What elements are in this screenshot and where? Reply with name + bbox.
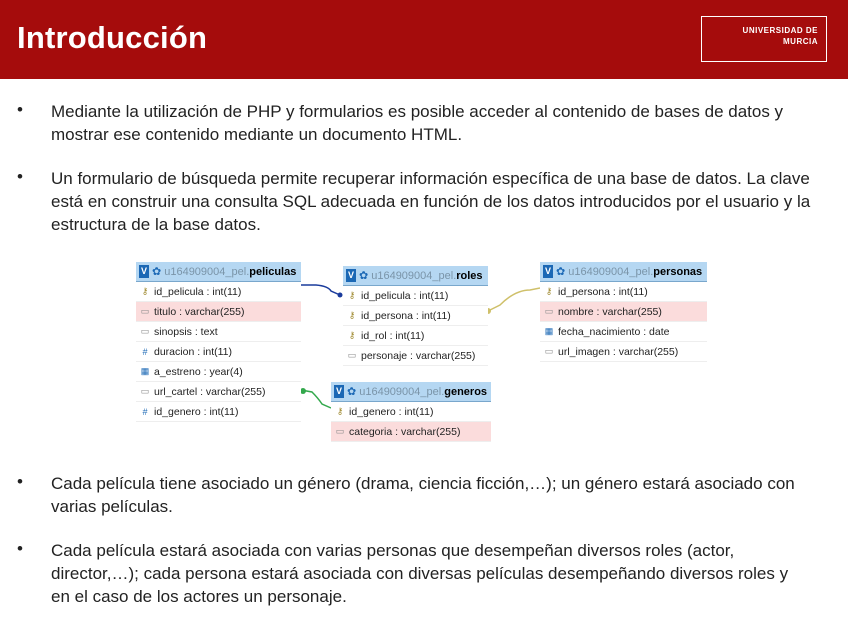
table-name: personas [653, 265, 703, 278]
table-header-personas[interactable] [540, 262, 707, 282]
text-icon: ▭ [140, 326, 150, 336]
gear-icon[interactable]: ✿ [556, 266, 566, 278]
paragraph-4: Cada película estará asociada con varias personas que desempeñan diversos roles (actor, director,…); cada persona estará asociada con diversas películas desempeñando diversos roles y en el caso de los actores un personaje. [51, 541, 789, 606]
date-icon: ▦ [140, 366, 150, 376]
text-icon: ▭ [544, 306, 554, 316]
column-label: id_genero : int(11) [154, 405, 239, 418]
table-generos[interactable] [331, 382, 491, 442]
key-icon: ⚷ [545, 286, 553, 296]
table-name: generos [444, 385, 488, 398]
table-personas[interactable] [540, 262, 707, 362]
column-row [343, 306, 488, 326]
number-icon: # [142, 406, 148, 417]
bullet-marker: • [17, 167, 23, 186]
column-row [540, 342, 707, 362]
bullet-marker: • [17, 539, 23, 558]
table-peliculas[interactable] [136, 262, 301, 422]
table-name: peliculas [249, 265, 297, 278]
column-label: id_persona : int(11) [361, 309, 451, 322]
column-label: url_imagen : varchar(255) [558, 345, 679, 358]
column-row [343, 286, 488, 306]
logo-line-1: UNIVERSIDAD DE [742, 26, 818, 35]
date-icon: ▦ [544, 326, 554, 336]
toggle-icon[interactable]: V [347, 270, 354, 280]
column-label: titulo : varchar(255) [154, 305, 245, 318]
link-endpoint [338, 293, 343, 298]
table-db-prefix: u164909004_pel. [371, 269, 457, 282]
page-title: Introducción [17, 20, 208, 55]
column-label: categoria : varchar(255) [349, 425, 461, 438]
table-name: roles [456, 269, 483, 282]
column-label: id_persona : int(11) [558, 285, 648, 298]
table-db-prefix: u164909004_pel. [568, 265, 654, 278]
column-row [136, 402, 301, 422]
key-icon: ⚷ [348, 290, 356, 300]
bullet-marker: • [17, 100, 23, 119]
column-row [136, 362, 301, 382]
key-icon: ⚷ [141, 286, 149, 296]
column-label: nombre : varchar(255) [558, 305, 662, 318]
column-row [540, 282, 707, 302]
column-row [331, 422, 491, 442]
column-label: duracion : int(11) [154, 345, 233, 358]
key-icon: ⚷ [336, 406, 344, 416]
logo-line-2: MURCIA [783, 37, 818, 46]
column-row [540, 322, 707, 342]
text-icon: ▭ [335, 426, 345, 436]
column-row [136, 382, 301, 402]
link-peliculas-roles [301, 285, 340, 295]
table-db-prefix: u164909004_pel. [164, 265, 250, 278]
table-header-peliculas[interactable] [136, 262, 301, 282]
paragraph-2: Un formulario de búsqueda permite recuperar información específica de una base de datos. La clave está en construir una consulta SQL adecuada en función de los datos introducidos por el usuario y la estructura de la base datos. [51, 169, 811, 234]
column-row [331, 402, 491, 422]
text-icon: ▭ [140, 306, 150, 316]
column-label: id_pelicula : int(11) [361, 289, 449, 302]
table-header-generos[interactable] [331, 382, 491, 402]
paragraph-1: Mediante la utilización de PHP y formularios es posible acceder al contenido de bases de datos y mostrar ese contenido mediante un documento HTML. [51, 102, 784, 144]
gear-icon[interactable]: ✿ [152, 266, 162, 278]
column-row [136, 282, 301, 302]
column-label: fecha_nacimiento : date [558, 325, 670, 338]
column-row [136, 342, 301, 362]
bullet-marker: • [17, 472, 23, 491]
gear-icon[interactable]: ✿ [347, 386, 357, 398]
gear-icon[interactable]: ✿ [359, 270, 369, 282]
column-row [540, 302, 707, 322]
column-row [343, 326, 488, 346]
column-label: id_genero : int(11) [349, 405, 434, 418]
number-icon: # [142, 346, 148, 357]
column-row [136, 322, 301, 342]
column-row [343, 346, 488, 366]
link-peliculas-generos [301, 390, 331, 408]
text-icon: ▭ [347, 350, 357, 360]
toggle-icon[interactable]: V [335, 386, 342, 396]
toggle-icon[interactable]: V [544, 266, 551, 276]
column-label: id_rol : int(11) [361, 329, 425, 342]
key-icon: ⚷ [348, 330, 356, 340]
table-header-roles[interactable] [343, 266, 488, 286]
link-roles-personas [488, 288, 540, 311]
table-roles[interactable] [343, 266, 488, 366]
text-icon: ▭ [544, 346, 554, 356]
column-row [136, 302, 301, 322]
table-db-prefix: u164909004_pel. [359, 385, 445, 398]
key-icon: ⚷ [348, 310, 356, 320]
column-label: sinopsis : text [154, 325, 218, 338]
column-label: personaje : varchar(255) [361, 349, 476, 362]
toggle-icon[interactable]: V [140, 266, 147, 276]
column-label: a_estreno : year(4) [154, 365, 243, 378]
paragraph-3: Cada película tiene asociado un género (drama, ciencia ficción,…); un género estará asociado con varias películas. [51, 474, 795, 516]
column-label: id_pelicula : int(11) [154, 285, 242, 298]
text-icon: ▭ [140, 386, 150, 396]
column-label: url_cartel : varchar(255) [154, 385, 266, 398]
